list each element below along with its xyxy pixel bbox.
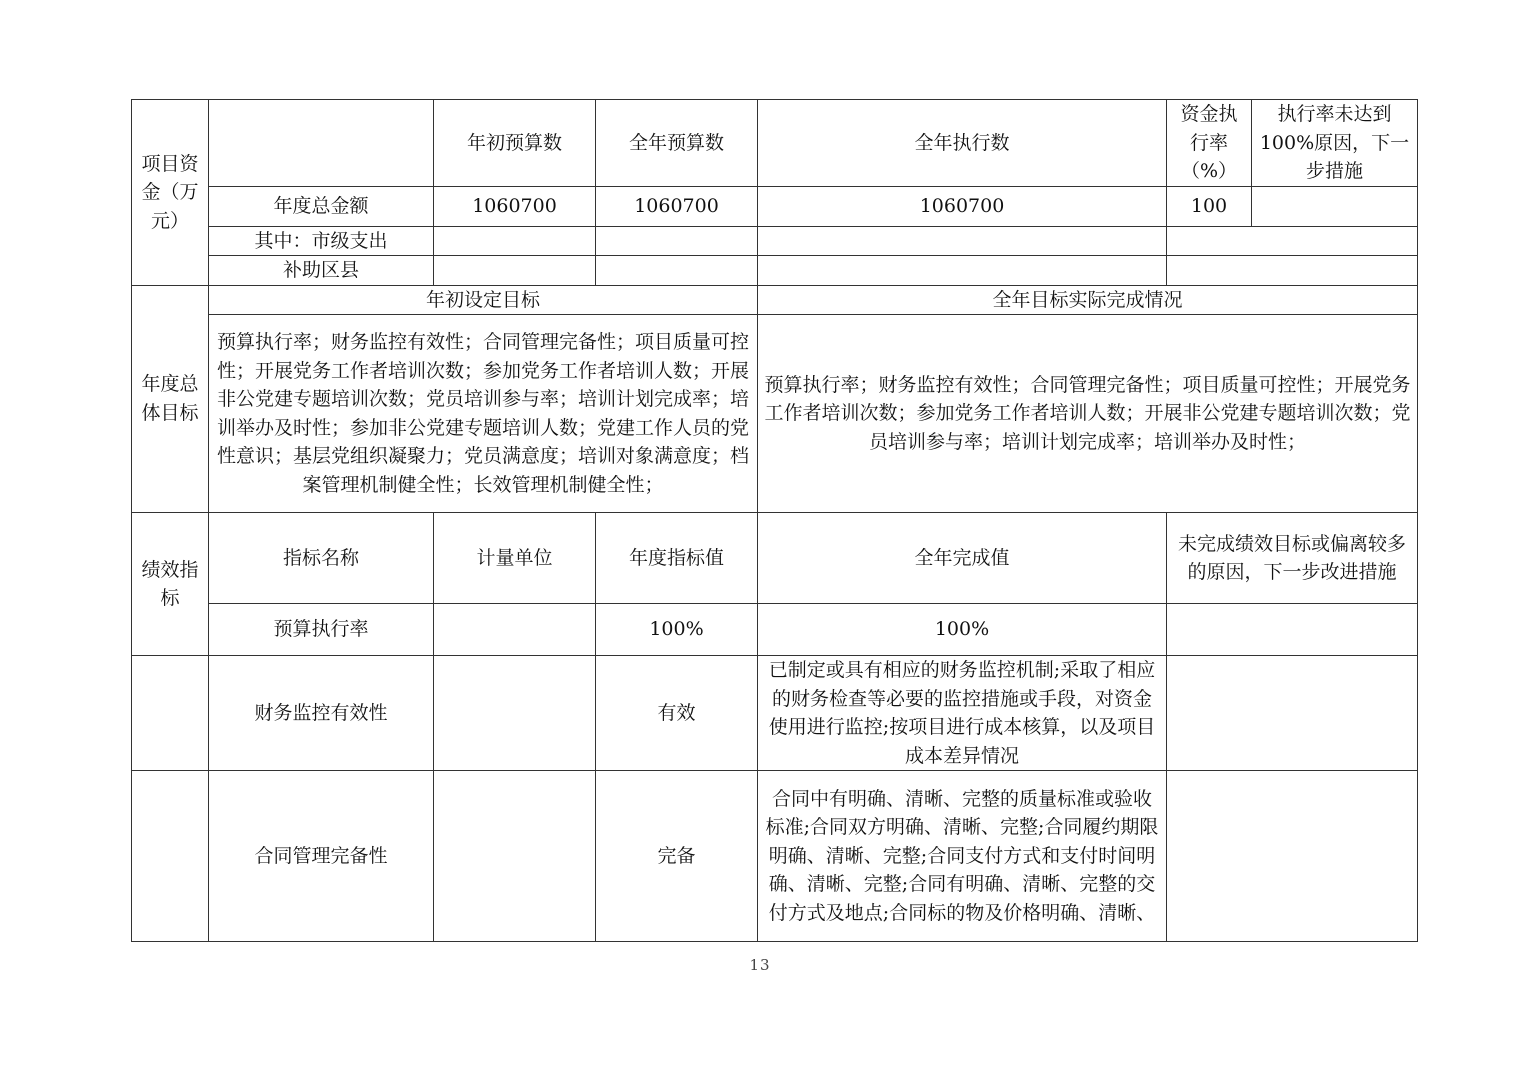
budget-row-district bbox=[132, 256, 1418, 286]
header-unit: 计量单位 bbox=[434, 513, 596, 604]
indicator-target: 完备 bbox=[596, 771, 758, 942]
header-indicator-name: 指标名称 bbox=[209, 513, 434, 604]
budget-executed-value bbox=[758, 256, 1167, 286]
budget-reason-value bbox=[1252, 186, 1418, 226]
indicator-actual: 已制定或具有相应的财务监控机制;采取了相应的财务检查等必要的监控措施或手段，对资金使用进行监控;按项目进行成本核算，以及项目成本差异情况 bbox=[758, 656, 1167, 771]
budget-rate-value: 100 bbox=[1167, 186, 1252, 226]
budget-rate-reason-value bbox=[1167, 226, 1418, 256]
indicator-name: 预算执行率 bbox=[209, 604, 434, 656]
indicator-section-blank bbox=[132, 656, 209, 771]
header-initial-budget: 年初预算数 bbox=[434, 100, 596, 187]
budget-row-city bbox=[132, 226, 1418, 256]
indicator-row bbox=[132, 771, 1418, 942]
header-actual-value: 全年完成值 bbox=[758, 513, 1167, 604]
budget-section-label: 项目资金（万元） bbox=[132, 100, 209, 286]
indicator-target: 100% bbox=[596, 604, 758, 656]
indicator-section-blank bbox=[132, 771, 209, 942]
budget-initial-value: 1060700 bbox=[434, 186, 596, 226]
goals-initial-header: 年初设定目标 bbox=[209, 285, 758, 315]
indicator-row bbox=[132, 604, 1418, 656]
indicator-name: 合同管理完备性 bbox=[209, 771, 434, 942]
indicators-header-row bbox=[132, 513, 1418, 604]
budget-header-blank bbox=[209, 100, 434, 187]
indicators-section-label: 绩效指标 bbox=[132, 513, 209, 656]
indicator-actual: 合同中有明确、清晰、完整的质量标准或验收标准;合同双方明确、清晰、完整;合同履约期限明确、清晰、完整;合同支付方式和支付时间明确、清晰、完整;合同有明确、清晰、完整的交付方式及地点;合同标的物及价格明确、清晰、 bbox=[758, 771, 1167, 942]
indicator-unit bbox=[434, 656, 596, 771]
budget-annual-value bbox=[596, 256, 758, 286]
budget-initial-value bbox=[434, 226, 596, 256]
budget-annual-value: 1060700 bbox=[596, 186, 758, 226]
indicator-reason bbox=[1167, 771, 1418, 942]
indicator-reason bbox=[1167, 656, 1418, 771]
indicator-unit bbox=[434, 604, 596, 656]
goals-actual-header: 全年目标实际完成情况 bbox=[758, 285, 1418, 315]
header-deviation-reason: 未完成绩效目标或偏离较多的原因，下一步改进措施 bbox=[1167, 513, 1418, 604]
goals-header-row bbox=[132, 285, 1418, 315]
indicator-row bbox=[132, 656, 1418, 771]
performance-table bbox=[131, 99, 1418, 942]
indicator-target: 有效 bbox=[596, 656, 758, 771]
budget-row-label: 年度总金额 bbox=[209, 186, 434, 226]
budget-executed-value: 1060700 bbox=[758, 186, 1167, 226]
budget-initial-value bbox=[434, 256, 596, 286]
indicator-unit bbox=[434, 771, 596, 942]
goals-section-label: 年度总体目标 bbox=[132, 285, 209, 513]
budget-rate-reason-value bbox=[1167, 256, 1418, 286]
budget-header-row bbox=[132, 100, 1418, 187]
budget-row-label: 其中：市级支出 bbox=[209, 226, 434, 256]
budget-row-total bbox=[132, 186, 1418, 226]
goals-actual-text: 预算执行率；财务监控有效性；合同管理完备性；项目质量可控性；开展党务工作者培训次数；参加党务工作者培训人数；开展非公党建专题培训次数；党员培训参与率；培训计划完成率；培训举办及时性； bbox=[758, 315, 1418, 513]
budget-row-label: 补助区县 bbox=[209, 256, 434, 286]
header-target-value: 年度指标值 bbox=[596, 513, 758, 604]
indicator-reason bbox=[1167, 604, 1418, 656]
header-rate-reason: 执行率未达到100%原因，下一步措施 bbox=[1252, 100, 1418, 187]
indicator-name: 财务监控有效性 bbox=[209, 656, 434, 771]
goals-content-row bbox=[132, 315, 1418, 513]
page-number: 13 bbox=[749, 956, 771, 974]
header-annual-budget: 全年预算数 bbox=[596, 100, 758, 187]
header-executed: 全年执行数 bbox=[758, 100, 1167, 187]
header-execution-rate: 资金执行率（%） bbox=[1167, 100, 1252, 187]
indicator-actual: 100% bbox=[758, 604, 1167, 656]
goals-initial-text: 预算执行率；财务监控有效性；合同管理完备性；项目质量可控性；开展党务工作者培训次数；参加党务工作者培训人数；开展非公党建专题培训次数；党员培训参与率；培训计划完成率；培训举办及时性；参加非公党建专题培训人数；党建工作人员的党性意识；基层党组织凝聚力；党员满意度；培训对象满意度；档案管理机制健全性；长效管理机制健全性； bbox=[209, 315, 758, 513]
budget-executed-value bbox=[758, 226, 1167, 256]
budget-annual-value bbox=[596, 226, 758, 256]
